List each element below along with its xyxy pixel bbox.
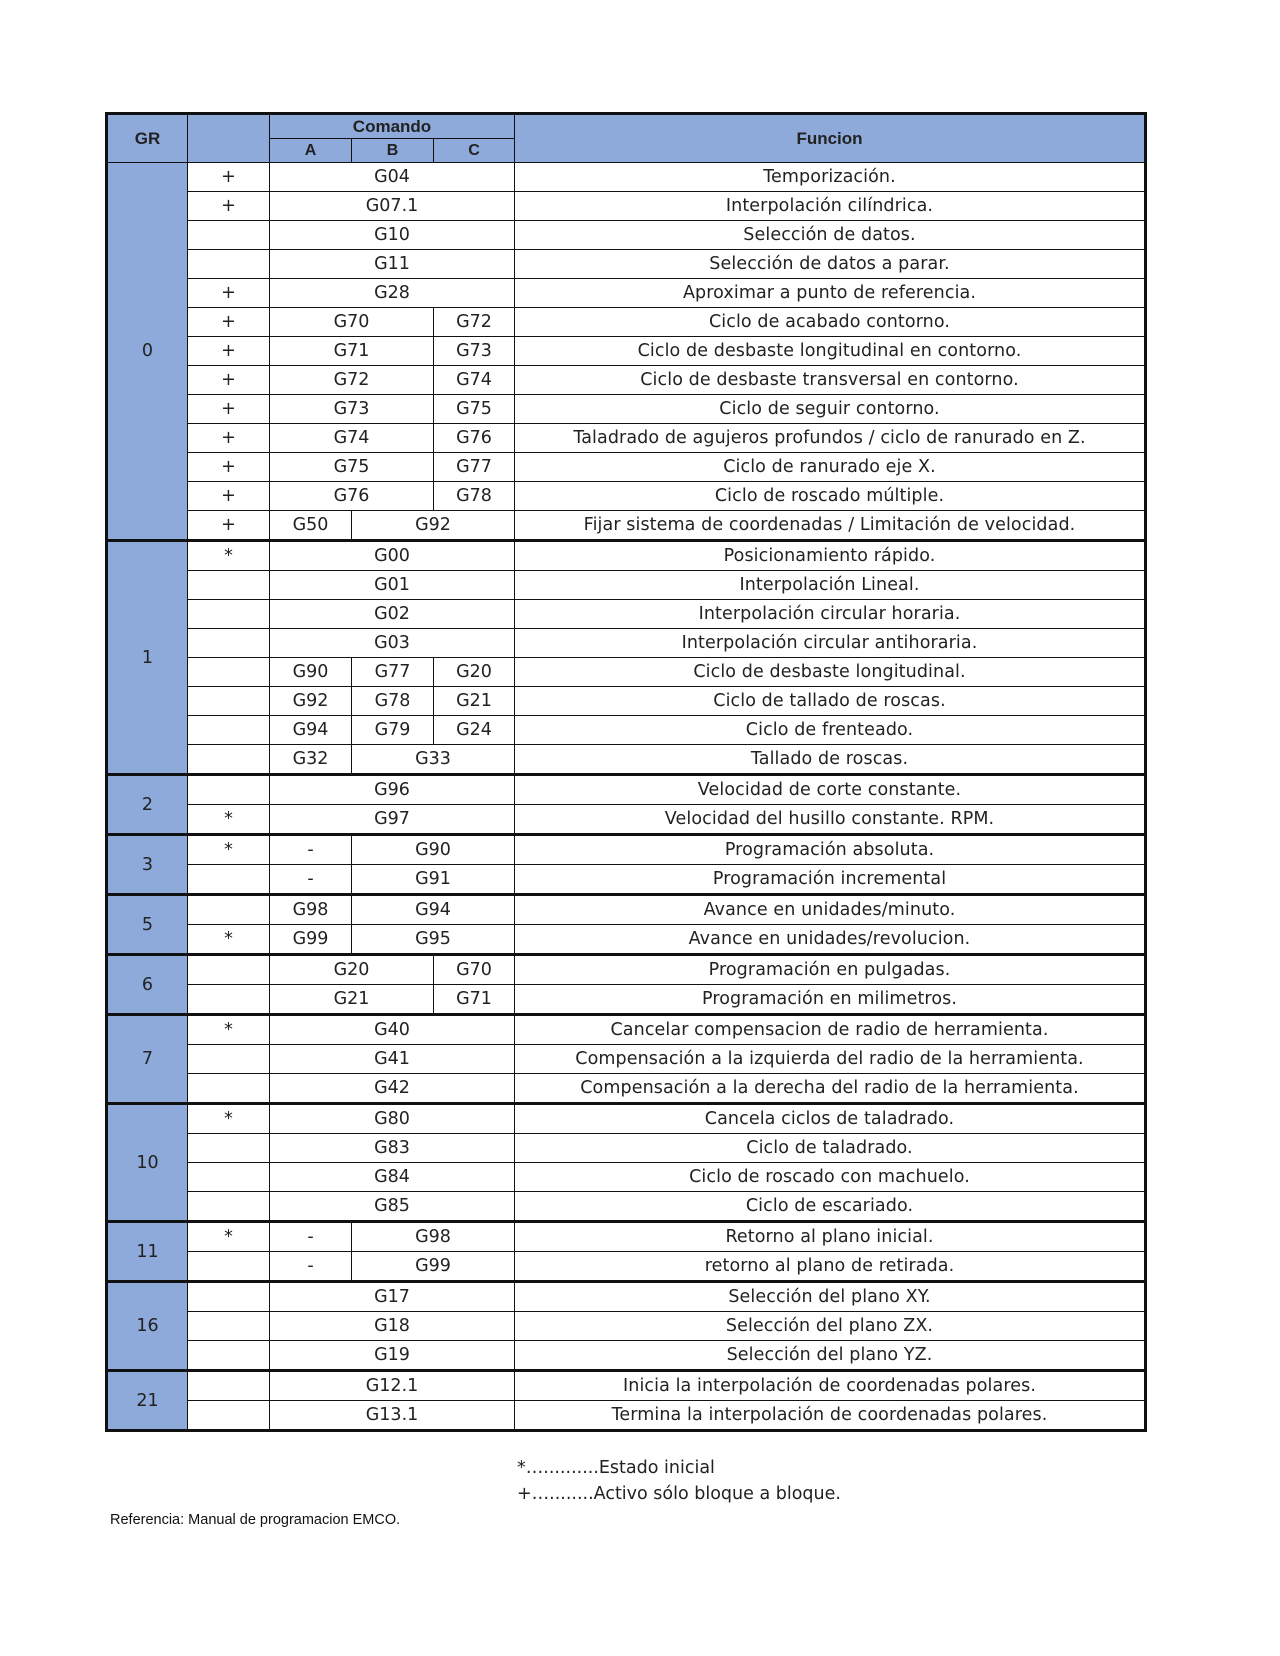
- function-cell: Inicia la interpolación de coordenadas polares.: [515, 1371, 1146, 1401]
- mark-cell: +: [188, 366, 270, 395]
- function-cell: Ciclo de escariado.: [515, 1192, 1146, 1222]
- command-cell: G20: [270, 955, 434, 985]
- mark-cell: *: [188, 1015, 270, 1045]
- command-cell-a: G98: [270, 895, 352, 925]
- table-row: [107, 163, 1146, 192]
- mark-cell: [188, 1282, 270, 1312]
- group-cell: 3: [107, 835, 188, 895]
- command-cell-c: G76: [434, 424, 515, 453]
- mark-cell: [188, 865, 270, 895]
- g-code-table: [105, 112, 1147, 1432]
- table-row: [107, 600, 1146, 629]
- command-cell-a: G99: [270, 925, 352, 955]
- table-row: [107, 541, 1146, 571]
- mark-cell: +: [188, 511, 270, 541]
- command-cell: G84: [270, 1163, 515, 1192]
- command-cell: G83: [270, 1134, 515, 1163]
- mark-cell: [188, 629, 270, 658]
- table-row: [107, 629, 1146, 658]
- table-row: [107, 745, 1146, 775]
- table-row: [107, 1015, 1146, 1045]
- command-cell: G80: [270, 1104, 515, 1134]
- group-cell: 1: [107, 541, 188, 775]
- command-cell-c: G20: [434, 658, 515, 687]
- table-row: [107, 482, 1146, 511]
- mark-cell: [188, 955, 270, 985]
- mark-cell: +: [188, 192, 270, 221]
- command-cell-a: G92: [270, 687, 352, 716]
- command-cell: G90: [352, 835, 515, 865]
- command-cell-c: G24: [434, 716, 515, 745]
- mark-cell: *: [188, 835, 270, 865]
- command-cell: G73: [270, 395, 434, 424]
- group-cell: 6: [107, 955, 188, 1015]
- function-cell: Compensación a la izquierda del radio de la herramienta.: [515, 1045, 1146, 1074]
- table-row: [107, 658, 1146, 687]
- function-cell: Cancelar compensacion de radio de herramienta.: [515, 1015, 1146, 1045]
- mark-cell: [188, 985, 270, 1015]
- table-row: [107, 1282, 1146, 1312]
- mark-cell: [188, 687, 270, 716]
- command-cell-a: -: [270, 1222, 352, 1252]
- mark-cell: [188, 1252, 270, 1282]
- table-row: [107, 424, 1146, 453]
- command-cell-c: G73: [434, 337, 515, 366]
- group-cell: 0: [107, 163, 188, 541]
- command-cell-c: G77: [434, 453, 515, 482]
- group-cell: 2: [107, 775, 188, 835]
- function-cell: Programación absoluta.: [515, 835, 1146, 865]
- legend-block-by-block: +…........Activo sólo bloque a bloque.: [517, 1484, 841, 1504]
- command-cell: G71: [270, 337, 434, 366]
- command-cell-c: G71: [434, 985, 515, 1015]
- command-cell-c: G75: [434, 395, 515, 424]
- table-row: [107, 895, 1146, 925]
- mark-cell: [188, 1371, 270, 1401]
- table-row: [107, 1074, 1146, 1104]
- table-row: [107, 835, 1146, 865]
- function-cell: Selección del plano YZ.: [515, 1341, 1146, 1371]
- mark-cell: +: [188, 482, 270, 511]
- table-row: [107, 925, 1146, 955]
- table-row: [107, 1312, 1146, 1341]
- mark-cell: +: [188, 279, 270, 308]
- table-row: [107, 865, 1146, 895]
- table-row: [107, 1371, 1146, 1401]
- mark-cell: [188, 1192, 270, 1222]
- function-cell: Ciclo de roscado múltiple.: [515, 482, 1146, 511]
- mark-cell: +: [188, 453, 270, 482]
- command-cell: G97: [270, 805, 515, 835]
- function-cell: Posicionamiento rápido.: [515, 541, 1146, 571]
- function-cell: Selección de datos.: [515, 221, 1146, 250]
- command-cell: G21: [270, 985, 434, 1015]
- function-cell: Avance en unidades/revolucion.: [515, 925, 1146, 955]
- table-row: [107, 571, 1146, 600]
- command-cell-a: -: [270, 835, 352, 865]
- header-a: A: [270, 139, 352, 163]
- function-cell: Velocidad de corte constante.: [515, 775, 1146, 805]
- command-cell-c: G78: [434, 482, 515, 511]
- table-row: [107, 395, 1146, 424]
- command-cell: G95: [352, 925, 515, 955]
- group-cell: 21: [107, 1371, 188, 1431]
- header-b: B: [352, 139, 434, 163]
- table-row: [107, 337, 1146, 366]
- group-cell: 11: [107, 1222, 188, 1282]
- function-cell: Termina la interpolación de coordenadas polares.: [515, 1401, 1146, 1431]
- command-cell: G18: [270, 1312, 515, 1341]
- command-cell-c: G70: [434, 955, 515, 985]
- command-cell: G19: [270, 1341, 515, 1371]
- header-gr: GR: [107, 114, 188, 163]
- command-cell: G28: [270, 279, 515, 308]
- mark-cell: [188, 221, 270, 250]
- mark-cell: [188, 1341, 270, 1371]
- command-cell: G41: [270, 1045, 515, 1074]
- function-cell: Ciclo de taladrado.: [515, 1134, 1146, 1163]
- mark-cell: [188, 1045, 270, 1074]
- command-cell-a: G32: [270, 745, 352, 775]
- function-cell: Interpolación circular antihoraria.: [515, 629, 1146, 658]
- table-row: [107, 511, 1146, 541]
- mark-cell: *: [188, 925, 270, 955]
- table-row: [107, 366, 1146, 395]
- function-cell: Taladrado de agujeros profundos / ciclo de ranurado en Z.: [515, 424, 1146, 453]
- function-cell: Ciclo de seguir contorno.: [515, 395, 1146, 424]
- mark-cell: [188, 600, 270, 629]
- command-cell: G00: [270, 541, 515, 571]
- mark-cell: +: [188, 163, 270, 192]
- table-row: [107, 1401, 1146, 1431]
- table-row: [107, 1163, 1146, 1192]
- function-cell: Ciclo de tallado de roscas.: [515, 687, 1146, 716]
- function-cell: Ciclo de frenteado.: [515, 716, 1146, 745]
- group-cell: 16: [107, 1282, 188, 1371]
- function-cell: Ciclo de acabado contorno.: [515, 308, 1146, 337]
- command-cell-a: G94: [270, 716, 352, 745]
- table-row: [107, 687, 1146, 716]
- mark-cell: [188, 775, 270, 805]
- group-cell: 5: [107, 895, 188, 955]
- function-cell: Ciclo de desbaste transversal en contorno.: [515, 366, 1146, 395]
- function-cell: retorno al plano de retirada.: [515, 1252, 1146, 1282]
- table-row: [107, 1252, 1146, 1282]
- command-cell-c: G21: [434, 687, 515, 716]
- mark-cell: [188, 895, 270, 925]
- header-funcion: Funcion: [515, 114, 1146, 163]
- command-cell-b: G78: [352, 687, 434, 716]
- command-cell: G42: [270, 1074, 515, 1104]
- command-cell: G12.1: [270, 1371, 515, 1401]
- function-cell: Programación en milimetros.: [515, 985, 1146, 1015]
- mark-cell: [188, 716, 270, 745]
- mark-cell: [188, 250, 270, 279]
- command-cell-c: G72: [434, 308, 515, 337]
- mark-cell: +: [188, 308, 270, 337]
- function-cell: Selección del plano XY.: [515, 1282, 1146, 1312]
- table-row: [107, 1192, 1146, 1222]
- table-row: [107, 985, 1146, 1015]
- command-cell: G94: [352, 895, 515, 925]
- function-cell: Temporización.: [515, 163, 1146, 192]
- table-row: [107, 716, 1146, 745]
- command-cell: G07.1: [270, 192, 515, 221]
- command-cell: G72: [270, 366, 434, 395]
- command-cell-a: G50: [270, 511, 352, 541]
- command-cell-b: G77: [352, 658, 434, 687]
- command-cell: G76: [270, 482, 434, 511]
- table-row: [107, 1045, 1146, 1074]
- function-cell: Ciclo de desbaste longitudinal en contorno.: [515, 337, 1146, 366]
- command-cell: G03: [270, 629, 515, 658]
- mark-cell: +: [188, 337, 270, 366]
- function-cell: Programación en pulgadas.: [515, 955, 1146, 985]
- mark-cell: [188, 1312, 270, 1341]
- command-cell: G70: [270, 308, 434, 337]
- mark-cell: [188, 658, 270, 687]
- table-row: [107, 1134, 1146, 1163]
- table-row: [107, 955, 1146, 985]
- function-cell: Retorno al plano inicial.: [515, 1222, 1146, 1252]
- mark-cell: *: [188, 541, 270, 571]
- mark-cell: [188, 1401, 270, 1431]
- header-mark: [188, 114, 270, 163]
- function-cell: Aproximar a punto de referencia.: [515, 279, 1146, 308]
- command-cell: G91: [352, 865, 515, 895]
- function-cell: Interpolación circular horaria.: [515, 600, 1146, 629]
- mark-cell: *: [188, 1104, 270, 1134]
- function-cell: Programación incremental: [515, 865, 1146, 895]
- command-cell: G13.1: [270, 1401, 515, 1431]
- function-cell: Interpolación cilíndrica.: [515, 192, 1146, 221]
- table-row: [107, 221, 1146, 250]
- table-row: [107, 1104, 1146, 1134]
- group-cell: 7: [107, 1015, 188, 1104]
- table-row: [107, 775, 1146, 805]
- function-cell: Ciclo de desbaste longitudinal.: [515, 658, 1146, 687]
- group-cell: 10: [107, 1104, 188, 1222]
- command-cell: G40: [270, 1015, 515, 1045]
- mark-cell: [188, 1074, 270, 1104]
- header-comando: Comando: [270, 114, 515, 139]
- command-cell: G75: [270, 453, 434, 482]
- command-cell-b: G79: [352, 716, 434, 745]
- function-cell: Cancela ciclos de taladrado.: [515, 1104, 1146, 1134]
- mark-cell: [188, 745, 270, 775]
- command-cell: G92: [352, 511, 515, 541]
- command-cell: G02: [270, 600, 515, 629]
- function-cell: Selección del plano ZX.: [515, 1312, 1146, 1341]
- table-row: [107, 1222, 1146, 1252]
- function-cell: Compensación a la derecha del radio de la herramienta.: [515, 1074, 1146, 1104]
- table-row: [107, 250, 1146, 279]
- mark-cell: *: [188, 1222, 270, 1252]
- table-header: [107, 114, 1146, 163]
- mark-cell: [188, 1163, 270, 1192]
- mark-cell: [188, 571, 270, 600]
- mark-cell: *: [188, 805, 270, 835]
- command-cell: G33: [352, 745, 515, 775]
- table-row: [107, 1341, 1146, 1371]
- mark-cell: +: [188, 424, 270, 453]
- table-row: [107, 805, 1146, 835]
- command-cell: G17: [270, 1282, 515, 1312]
- function-cell: Selección de datos a parar.: [515, 250, 1146, 279]
- command-cell: G04: [270, 163, 515, 192]
- table-row: [107, 308, 1146, 337]
- command-cell-c: G74: [434, 366, 515, 395]
- table-row: [107, 192, 1146, 221]
- command-cell: G01: [270, 571, 515, 600]
- header-c: C: [434, 139, 515, 163]
- reference-note: Referencia: Manual de programacion EMCO.: [110, 1512, 401, 1528]
- command-cell: G10: [270, 221, 515, 250]
- command-cell: G11: [270, 250, 515, 279]
- function-cell: Interpolación Lineal.: [515, 571, 1146, 600]
- table-body: [107, 163, 1146, 1431]
- command-cell-a: -: [270, 1252, 352, 1282]
- command-cell: G99: [352, 1252, 515, 1282]
- mark-cell: [188, 1134, 270, 1163]
- function-cell: Fijar sistema de coordenadas / Limitación de velocidad.: [515, 511, 1146, 541]
- command-cell-a: G90: [270, 658, 352, 687]
- command-cell: G96: [270, 775, 515, 805]
- legend-initial-state: *…..........Estado inicial: [517, 1458, 715, 1478]
- mark-cell: +: [188, 395, 270, 424]
- function-cell: Velocidad del husillo constante. RPM.: [515, 805, 1146, 835]
- function-cell: Ciclo de roscado con machuelo.: [515, 1163, 1146, 1192]
- function-cell: Ciclo de ranurado eje X.: [515, 453, 1146, 482]
- function-cell: Tallado de roscas.: [515, 745, 1146, 775]
- command-cell-a: -: [270, 865, 352, 895]
- command-cell: G98: [352, 1222, 515, 1252]
- table-row: [107, 453, 1146, 482]
- command-cell: G85: [270, 1192, 515, 1222]
- function-cell: Avance en unidades/minuto.: [515, 895, 1146, 925]
- command-cell: G74: [270, 424, 434, 453]
- table-row: [107, 279, 1146, 308]
